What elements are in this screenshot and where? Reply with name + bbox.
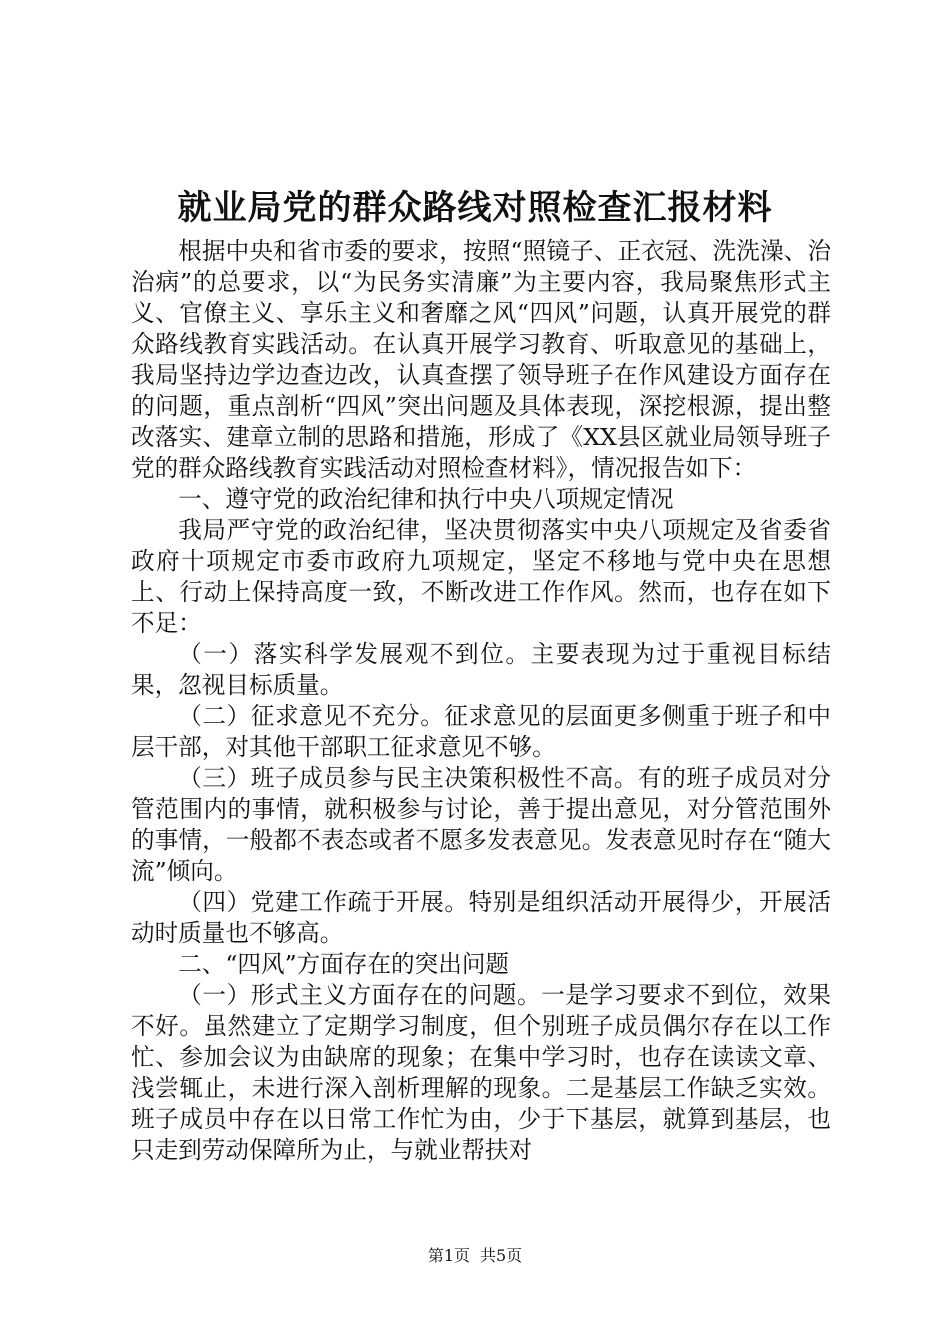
paragraph-item-1-4: （四）党建工作疏于开展。特别是组织活动开展得少，开展活动时质量也不够高。 (131, 888, 831, 947)
document-body (131, 236, 831, 1166)
page-footer (0, 1245, 950, 1267)
paragraph-item-1-3: （三）班子成员参与民主决策积极性不高。有的班子成员对分管范围内的事情，就积极参与讨论，善于提出意见，对分管范围外的事情，一般都不表态或者不愿多发表意见。发表意见时存在“随大流”倾向。 (131, 764, 831, 885)
heading-section-1: 一、遵守党的政治纪律和执行中央八项规定情况 (178, 485, 674, 513)
paragraph-intro: 根据中央和省市委的要求，按照“照镜子、正衣冠、洗洗澡、治治病”的总要求，以“为民务实清廉”为主要内容，我局聚焦形式主义、官僚主义、享乐主义和奢靡之风“四风”问题，认真开展党的群众路线教育实践活动。在认真开展学习教育、听取意见的基础上，我局坚持边学边查边改，认真查摆了领导班子在作风建设方面存在的问题，重点剖析“四风”突出问题及具体表现，深挖根源，提出整改落实、建章立制的思路和措施，形成了《XX县区就业局领导班子党的群众路线教育实践活动对照检查材料》，情况报告如下： (131, 237, 831, 482)
heading-section-2: 二、“四风”方面存在的突出问题 (178, 950, 510, 978)
page-total: 共5页 (480, 1246, 523, 1265)
paragraph-item-1-2: （二）征求意见不充分。征求意见的层面更多侧重于班子和中层干部，对其他干部职工征求意见不够。 (131, 702, 831, 761)
document-title: 就业局党的群众路线对照检查汇报材料 (177, 188, 773, 228)
page-number: 第1页 (427, 1246, 470, 1265)
paragraph-section-1: 我局严守党的政治纪律，坚决贯彻落实中央八项规定及省委省政府十项规定市委市政府九项规定，坚定不移地与党中央在思想上、行动上保持高度一致，不断改进工作作风。然而，也存在如下不足： (131, 516, 831, 637)
paragraph-item-2-1: （一）形式主义方面存在的问题。一是学习要求不到位，效果不好。虽然建立了定期学习制度，但个别班子成员偶尔存在以工作忙、参加会议为由缺席的现象；在集中学习时，也存在读读文章、浅尝辄止，未进行深入剖析理解的现象。二是基层工作缺乏实效。班子成员中存在以日常工作忙为由，少于下基层，就算到基层，也只走到劳动保障所为止，与就业帮扶对 (131, 981, 831, 1164)
paragraph-item-1-1: （一）落实科学发展观不到位。主要表现为过于重视目标结果，忽视目标质量。 (131, 640, 831, 699)
